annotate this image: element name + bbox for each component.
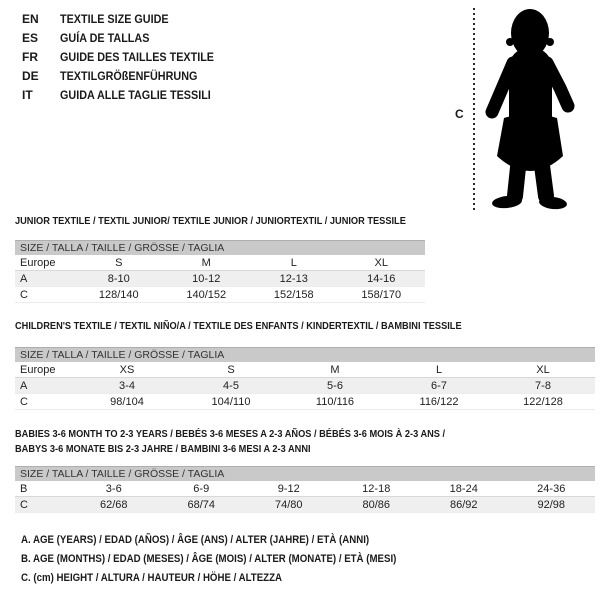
- size-table-junior: [15, 240, 425, 303]
- language-row: [22, 28, 231, 47]
- size-cell: 7-8: [535, 380, 551, 392]
- size-cell: XL: [536, 364, 550, 376]
- language-row: [22, 9, 231, 28]
- legend-note: A. AGE (YEARS) / EDAD (AÑOS) / ÂGE (ANS) / ALTER (JAHRE) / ETÀ (ANNI): [21, 534, 370, 546]
- size-cell: 122/128: [523, 396, 563, 408]
- language-title: GUIDE DES TAILLES TEXTILE: [60, 49, 215, 64]
- language-code: ES: [22, 30, 39, 45]
- size-cell: M: [330, 364, 340, 376]
- size-table-children: [15, 347, 595, 410]
- language-code: DE: [22, 68, 39, 83]
- legend-note: C. (cm) HEIGHT / ALTURA / HAUTEUR / HÖHE / ALTEZZA: [21, 572, 283, 584]
- row-label: C: [20, 289, 28, 301]
- section-title-line: BABYS 3-6 MONATE BIS 2-3 JAHRE / BAMBINI 3-6 MESI A 2-3 ANNI: [15, 443, 311, 455]
- size-cell: 92/98: [537, 499, 566, 511]
- table-header: SIZE / TALLA / TAILLE / GRÖSSE / TAGLIA: [15, 240, 425, 255]
- size-cell: 18-24: [449, 483, 478, 495]
- size-cell: 3-6: [105, 483, 122, 495]
- size-cell: 6-9: [193, 483, 210, 495]
- size-cell: 8-10: [107, 273, 130, 285]
- size-cell: XS: [119, 364, 135, 376]
- language-title: TEXTILGRÖßENFÜHRUNG: [60, 68, 198, 83]
- size-cell: 24-36: [537, 483, 566, 495]
- size-cell: 14-16: [367, 273, 396, 285]
- size-cell: 80/86: [362, 499, 391, 511]
- table-row: [15, 378, 595, 394]
- legend-notes: [21, 531, 448, 588]
- table-row: [15, 497, 595, 513]
- language-code: FR: [22, 49, 38, 64]
- size-cell: 62/68: [99, 499, 128, 511]
- row-label: C: [20, 396, 28, 408]
- table-row: [15, 394, 595, 410]
- size-cell: 10-12: [192, 273, 221, 285]
- size-cell: S: [227, 364, 235, 376]
- section-title-line: JUNIOR TEXTILE / TEXTIL JUNIOR/ TEXTILE JUNIOR / JUNIORTEXTIL / JUNIOR TESSILE: [15, 215, 406, 227]
- size-cell: XL: [374, 257, 388, 269]
- size-cell: M: [201, 257, 211, 269]
- size-cell: 128/140: [98, 289, 139, 301]
- row-label: A: [20, 273, 28, 285]
- size-cell: S: [115, 257, 123, 269]
- size-cell: 104/110: [211, 396, 251, 408]
- size-cell: 6-7: [431, 380, 447, 392]
- table-row: [15, 255, 425, 271]
- row-label: B: [20, 483, 28, 495]
- section-title-junior: [15, 214, 406, 229]
- language-row: [22, 66, 231, 85]
- baby-silhouette-icon: [484, 6, 580, 210]
- section-title-line: BABIES 3-6 MONTH TO 2-3 YEARS / BEBÉS 3-6 MESES A 2-3 AÑOS / BÉBÉS 3-6 MOIS À 2-3 ANS /: [15, 428, 446, 440]
- table-row: [15, 287, 425, 303]
- size-cell: 5-6: [327, 380, 343, 392]
- size-cell: 74/80: [274, 499, 303, 511]
- row-label: A: [20, 380, 28, 392]
- height-c-label: C: [455, 107, 464, 121]
- size-cell: 68/74: [187, 499, 216, 511]
- language-code: IT: [22, 87, 33, 102]
- legend-note: B. AGE (MONTHS) / EDAD (MESES) / ÂGE (MOIS) / ALTER (MONATE) / ETÀ (MESI): [21, 553, 397, 565]
- size-cell: 12-18: [362, 483, 391, 495]
- table-header: SIZE / TALLA / TAILLE / GRÖSSE / TAGLIA: [15, 466, 595, 481]
- language-row: [22, 47, 231, 66]
- table-row: [15, 362, 595, 378]
- size-cell: 140/152: [186, 289, 227, 301]
- language-list: [22, 9, 231, 104]
- size-cell: 152/158: [273, 289, 314, 301]
- height-dashed-line: [473, 8, 475, 210]
- size-cell: 110/116: [315, 396, 355, 408]
- size-cell: L: [290, 257, 297, 269]
- section-title-line: CHILDREN'S TEXTILE / TEXTIL NIÑO/A / TEXTILE DES ENFANTS / KINDERTEXTIL / BAMBINI TESSILE: [15, 320, 462, 332]
- row-label: Europe: [20, 257, 56, 269]
- language-code: EN: [22, 11, 39, 26]
- table-row: [15, 481, 595, 497]
- language-title: TEXTILE SIZE GUIDE: [60, 11, 169, 26]
- table-row: [15, 271, 425, 287]
- size-cell: 3-4: [119, 380, 135, 392]
- size-cell: 4-5: [223, 380, 239, 392]
- language-row: [22, 85, 231, 104]
- language-title: GUIDA ALLE TAGLIE TESSILI: [60, 87, 211, 102]
- section-title-babies: [15, 427, 445, 457]
- size-cell: L: [435, 364, 443, 376]
- language-title: GUÍA DE TALLAS: [60, 30, 150, 45]
- size-table-babies: [15, 466, 595, 513]
- size-cell: 98/104: [110, 396, 144, 408]
- section-title-children: [15, 319, 462, 334]
- size-cell: 116/122: [419, 396, 459, 408]
- size-cell: 86/92: [449, 499, 478, 511]
- size-cell: 12-13: [279, 273, 308, 285]
- row-label: C: [20, 499, 28, 511]
- size-cell: 9-12: [277, 483, 300, 495]
- row-label: Europe: [20, 364, 56, 376]
- table-header: SIZE / TALLA / TAILLE / GRÖSSE / TAGLIA: [15, 347, 595, 362]
- size-cell: 158/170: [361, 289, 402, 301]
